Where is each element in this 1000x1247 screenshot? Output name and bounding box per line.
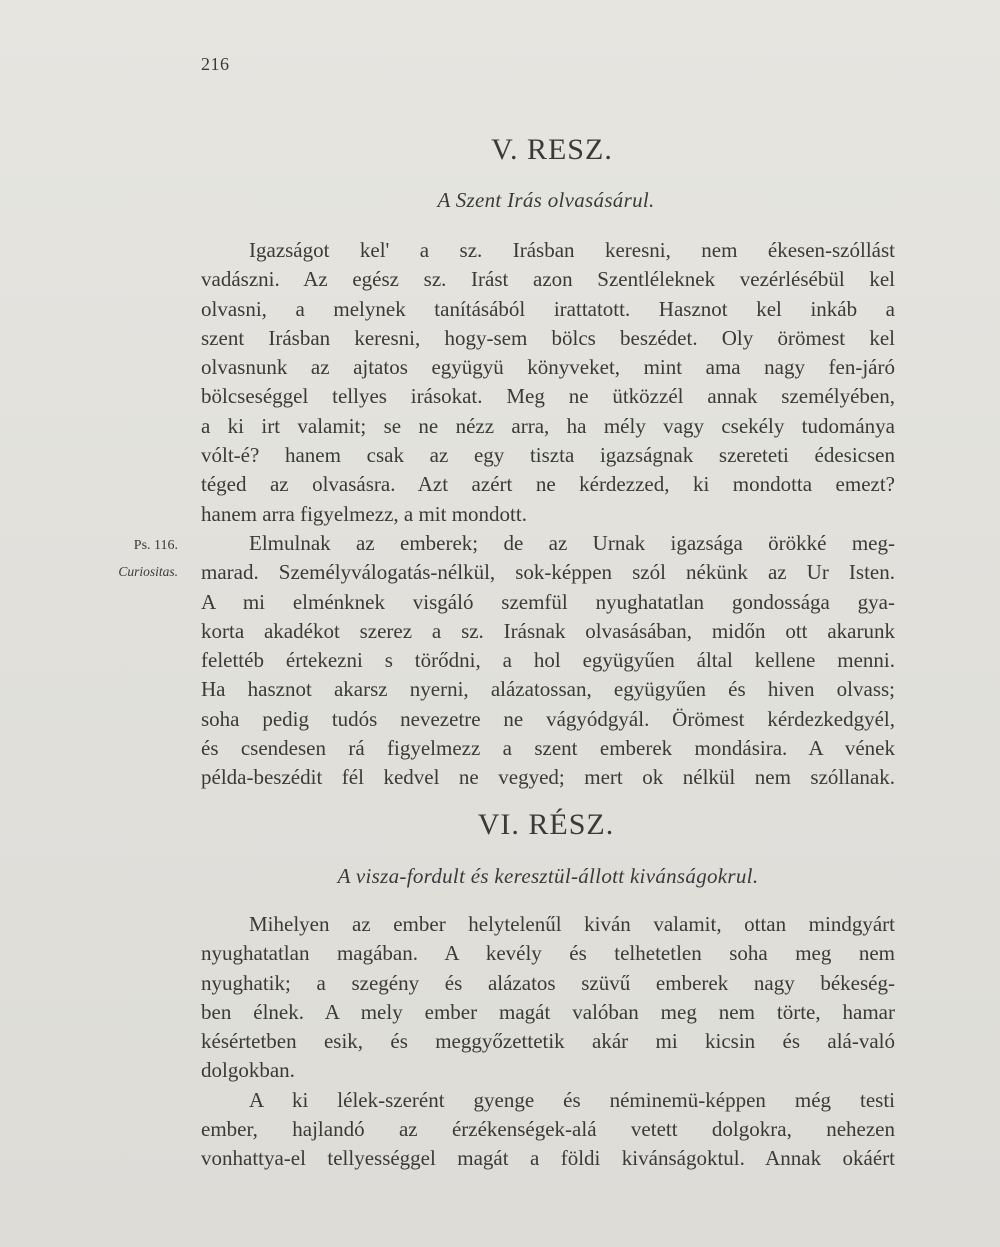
- body-line: olvasnunk az ajtatos együgyü könyveket, mint ama nagy fen-járó: [201, 355, 895, 380]
- section-vi-heading: VI. RÉSZ.: [477, 808, 615, 841]
- body-line: A ki lélek-szerént gyenge és néminemü-képpen még testi: [249, 1087, 895, 1112]
- body-line: nyughatatlan magában. A kevély és telhetetlen soha meg nem: [201, 941, 895, 966]
- body-line: korta akadékot szerez a sz. Irásnak olvasásában, midőn ott akarunk: [201, 618, 895, 643]
- body-line: Elmulnak az emberek; de az Urnak igazsága örökké meg-: [249, 530, 895, 555]
- body-line: felettéb értekezni s törődni, a hol együgyűen által kellene menni.: [201, 648, 895, 673]
- body-line: bölcseséggel tellyes irásokat. Meg ne ütközzél annak személyében,: [201, 384, 895, 409]
- body-line: vonhattya-el tellyességgel magát a földi kivánságoktul. Annak okáért: [201, 1146, 895, 1171]
- body-line: Igazságot kel' a sz. Irásban keresni, nem ékesen-szóllást: [249, 238, 895, 262]
- body-line: hanem arra figyelmezz, a mit mondott.: [201, 501, 527, 526]
- body-line: Mihelyen az ember helytelenűl kiván valamit, ottan mindgyárt: [249, 912, 895, 936]
- body-line: vadászni. Az egész sz. Irást azon Szentléleknek vezérlésébül kel: [201, 267, 895, 292]
- margin-note-reference: Ps. 116.: [133, 538, 178, 553]
- body-line: példa-beszédit fél kedvel ne vegyed; mert ok nélkül nem szóllanak.: [201, 765, 895, 790]
- page-number: 216: [201, 54, 230, 74]
- body-line: Ha hasznot akarsz nyerni, alázatossan, együgyűen és hiven olvass;: [201, 677, 895, 702]
- body-line: marad. Személyválogatás-nélkül, sok-képpen szól nékünk az Ur Isten.: [201, 560, 895, 585]
- body-line: dolgokban.: [201, 1058, 295, 1083]
- body-line: és csendesen rá figyelmezz a szent emberek mondásira. A vének: [201, 736, 895, 761]
- section-v-subheading: A Szent Irás olvasásárul.: [437, 188, 655, 212]
- body-line: a ki irt valamit; se ne nézz arra, ha mély vagy csekély tudománya: [201, 413, 895, 438]
- body-line: A mi elménknek visgáló szemfül nyughatatlan gondossága gya-: [201, 589, 895, 614]
- body-line: szent Irásban keresni, hogy-sem bölcs beszédet. Oly örömest kel: [201, 325, 895, 350]
- section-v-body: [201, 236, 895, 793]
- margin-note-topic: Curiositas.: [118, 564, 178, 579]
- section-vi-body: [201, 910, 895, 1174]
- section-vi-subheading: A visza-fordult és keresztül-állott kivánságokrul.: [337, 864, 759, 888]
- body-line: soha pedig tudós nevezetre ne vágyódgyál. Örömest kérdezkedgyél,: [201, 706, 895, 731]
- body-line: nyughatik; a szegény és alázatos szüvű emberek nagy békeség-: [201, 970, 895, 995]
- section-v-heading: V. RESZ.: [491, 133, 613, 166]
- body-line: téged az olvasásra. Azt azért ne kérdezzed, ki mondotta emezt?: [201, 472, 895, 497]
- body-line: vólt-é? hanem csak az egy tiszta igazságnak szereteti édesicsen: [201, 443, 895, 468]
- body-line: ember, hajlandó az érzékenségek-alá vetett dolgokra, nehezen: [201, 1117, 895, 1142]
- body-line: ben élnek. A mely ember magát valóban meg nem törte, hamar: [201, 999, 895, 1024]
- body-line: késértetben esik, és meggyőzettetik akár mi kicsin és alá-való: [201, 1029, 895, 1054]
- body-line: olvasni, a melynek tanításából irattatott. Hasznot kel inkáb a: [201, 296, 895, 321]
